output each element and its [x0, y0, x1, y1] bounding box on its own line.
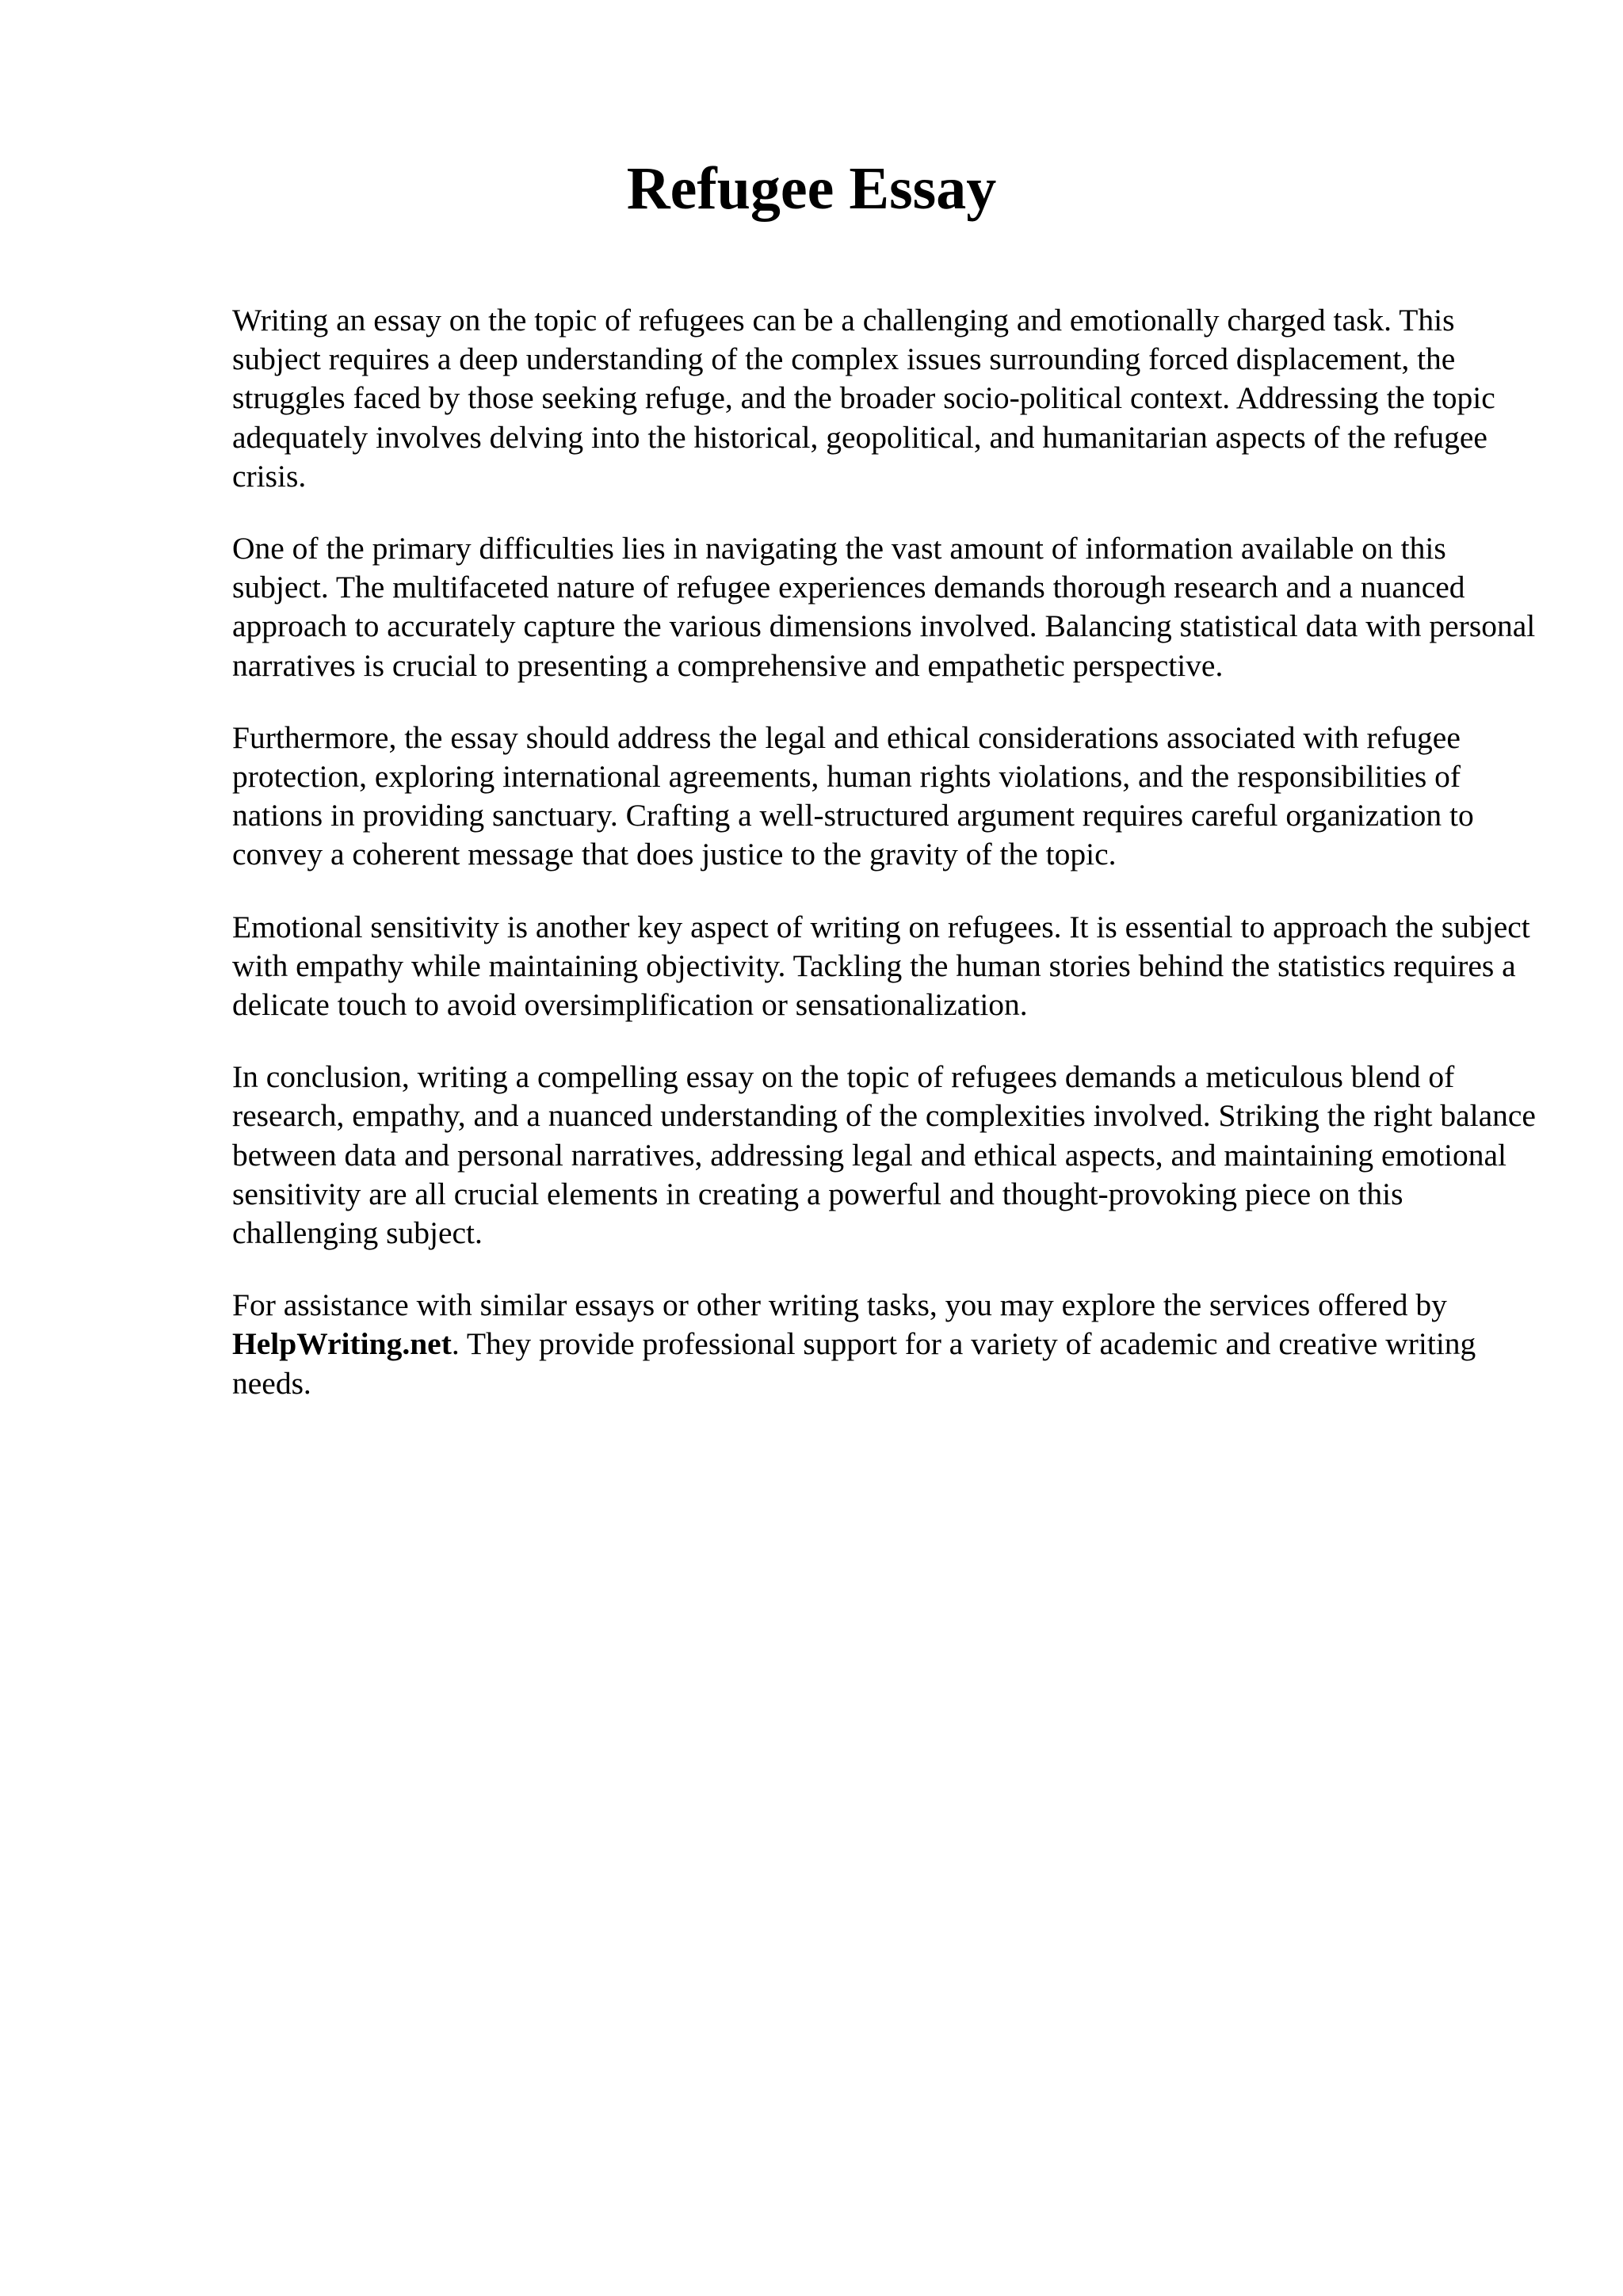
- paragraph-emotional-sensitivity: Emotional sensitivity is another key aspect of writing on refugees. It is essential to approach the subject with empathy while maintaining objectivity. Tackling the human stories behind the statistics requires a delicate touch to avoid oversimplification or sensationalization.: [232, 909, 1530, 1023]
- page-title: Refugee Essay: [626, 155, 997, 222]
- paragraph-closing: [232, 1286, 1548, 1403]
- paragraph-legal-ethical: Furthermore, the essay should address the legal and ethical considerations associated with refugee protection, exploring international agreements, human rights violations, and the responsibilities of nations in providing sanctuary. Crafting a well-structured argument requires careful organization to convey a coherent message that does justice to the gravity of the topic.: [232, 719, 1474, 872]
- paragraph-intro: Writing an essay on the topic of refugees can be a challenging and emotionally charged task. This subject requires a deep understanding of the complex issues surrounding forced displacement, the struggles faced by those seeking refuge, and the broader socio-political context. Addressing the topic adequately involves delving into the historical, geopolitical, and humanitarian aspects of the refugee crisis.: [232, 303, 1495, 494]
- closing-text-after: . They provide professional support for a variety of academic and creative writing needs.: [232, 1326, 1476, 1401]
- essay-body: [232, 301, 1548, 1436]
- paragraph-difficulties: One of the primary difficulties lies in navigating the vast amount of information available on this subject. The multifaceted nature of refugee experiences demands thorough research and a nuanced approach to accurately capture the various dimensions involved. Balancing statistical data with personal narratives is crucial to presenting a comprehensive and empathetic perspective.: [232, 531, 1536, 683]
- paragraph-conclusion: In conclusion, writing a compelling essay on the topic of refugees demands a meticulous blend of research, empathy, and a nuanced understanding of the complexities involved. Striking the right balance between data and personal narratives, addressing legal and ethical aspects, and maintaining emotional sensitivity are all crucial elements in creating a powerful and thought-provoking piece on this challenging subject.: [232, 1059, 1536, 1251]
- helpwriting-link[interactable]: HelpWriting.net: [232, 1326, 452, 1362]
- closing-text-before: For assistance with similar essays or other writing tasks, you may explore the services offered by: [232, 1287, 1447, 1323]
